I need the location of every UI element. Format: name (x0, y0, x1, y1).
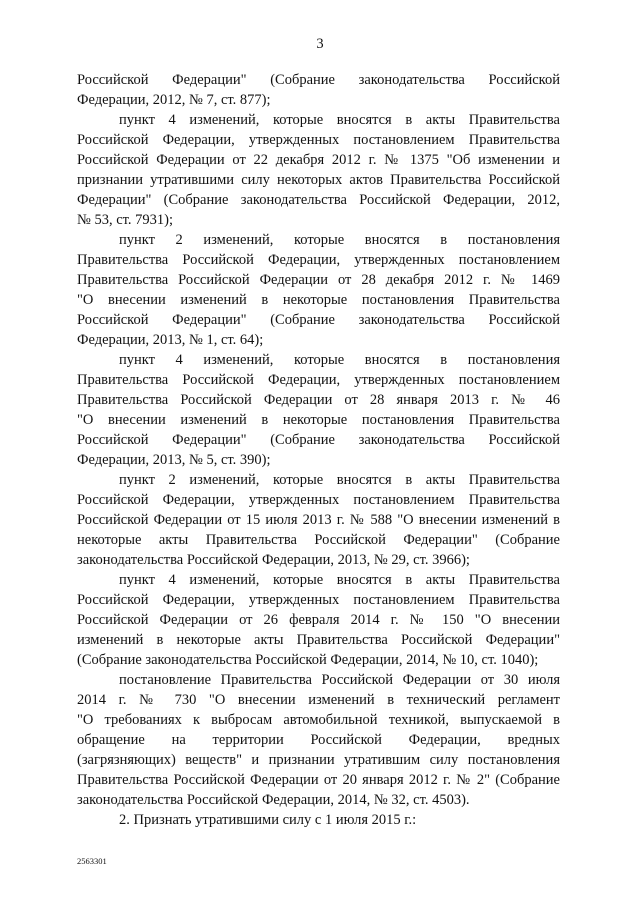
text-line: Российской Федерации" (Собрание законодательства Российской (77, 312, 560, 328)
text-line: Правительства Российской Федерации от 28 декабря 2012 г. № 1469 (77, 272, 560, 288)
text-line: обращение на территории Российской Федерации, вредных (77, 732, 560, 748)
text-line: пункт 4 изменений, которые вносятся в постановления (119, 352, 560, 368)
text-line: Правительства Российской Федерации, утвержденных постановлением (77, 252, 560, 268)
text-line: Российской Федерации от 26 февраля 2014 г. № 150 "О внесении (77, 612, 560, 628)
text-line: 2. Признать утратившими силу с 1 июля 2015 г.: (119, 812, 417, 828)
text-line: 2014 г. № 730 "О внесении изменений в технический регламент (77, 692, 560, 708)
text-line: "О требованиях к выбросам автомобильной техникой, выпускаемой в (77, 712, 560, 728)
text-line: Российской Федерации" (Собрание законодательства Российской (77, 432, 560, 448)
text-line: пункт 4 изменений, которые вносятся в акты Правительства (119, 572, 560, 588)
text-line: Федерации, 2013, № 5, ст. 390); (77, 452, 271, 468)
text-line: Российской Федерации" (Собрание законодательства Российской (77, 72, 560, 88)
document-body (77, 70, 560, 830)
text-line: № 53, ст. 7931); (77, 212, 173, 228)
text-line: признании утратившими силу некоторых актов Правительства Российской (77, 172, 560, 188)
text-line: Правительства Российской Федерации от 28 января 2013 г. № 46 (77, 392, 560, 408)
text-line: Российской Федерации от 15 июля 2013 г. № 588 "О внесении изменений в (77, 512, 560, 528)
text-line: Российской Федерации от 22 декабря 2012 г. № 1375 "Об изменении и (77, 152, 560, 168)
document-code: 2563301 (77, 856, 107, 866)
text-line: пункт 4 изменений, которые вносятся в акты Правительства (119, 112, 560, 128)
page-number: 3 (316, 36, 324, 52)
text-line: (загрязняющих) веществ" и признании утратившим силу постановления (77, 752, 560, 768)
text-line: Федерации, 2012, № 7, ст. 877); (77, 92, 271, 108)
text-line: изменений в некоторые акты Правительства Российской Федерации" (77, 632, 560, 648)
text-line: законодательства Российской Федерации, 2014, № 32, ст. 4503). (77, 792, 470, 808)
text-line: пункт 2 изменений, которые вносятся в акты Правительства (119, 472, 560, 488)
text-line: Правительства Российской Федерации от 20 января 2012 г. № 2" (Собрание (77, 772, 560, 788)
text-line: (Собрание законодательства Российской Федерации, 2014, № 10, ст. 1040); (77, 652, 539, 668)
text-line: Федерации, 2013, № 1, ст. 64); (77, 332, 264, 348)
text-line: Федерации" (Собрание законодательства Российской Федерации, 2012, (77, 192, 560, 208)
text-line: Российской Федерации, утвержденных постановлением Правительства (77, 592, 560, 608)
text-line: Российской Федерации, утвержденных постановлением Правительства (77, 492, 560, 508)
text-line: "О внесении изменений в некоторые постановления Правительства (77, 412, 560, 428)
text-line: Российской Федерации, утвержденных постановлением Правительства (77, 132, 560, 148)
text-line: некоторые акты Правительства Российской Федерации" (Собрание (77, 532, 560, 548)
text-line: пункт 2 изменений, которые вносятся в постановления (119, 232, 560, 248)
text-line: "О внесении изменений в некоторые постановления Правительства (77, 292, 560, 308)
text-line: постановление Правительства Российской Федерации от 30 июля (119, 672, 560, 688)
text-line: законодательства Российской Федерации, 2013, № 29, ст. 3966); (77, 552, 470, 568)
text-line: Правительства Российской Федерации, утвержденных постановлением (77, 372, 560, 388)
